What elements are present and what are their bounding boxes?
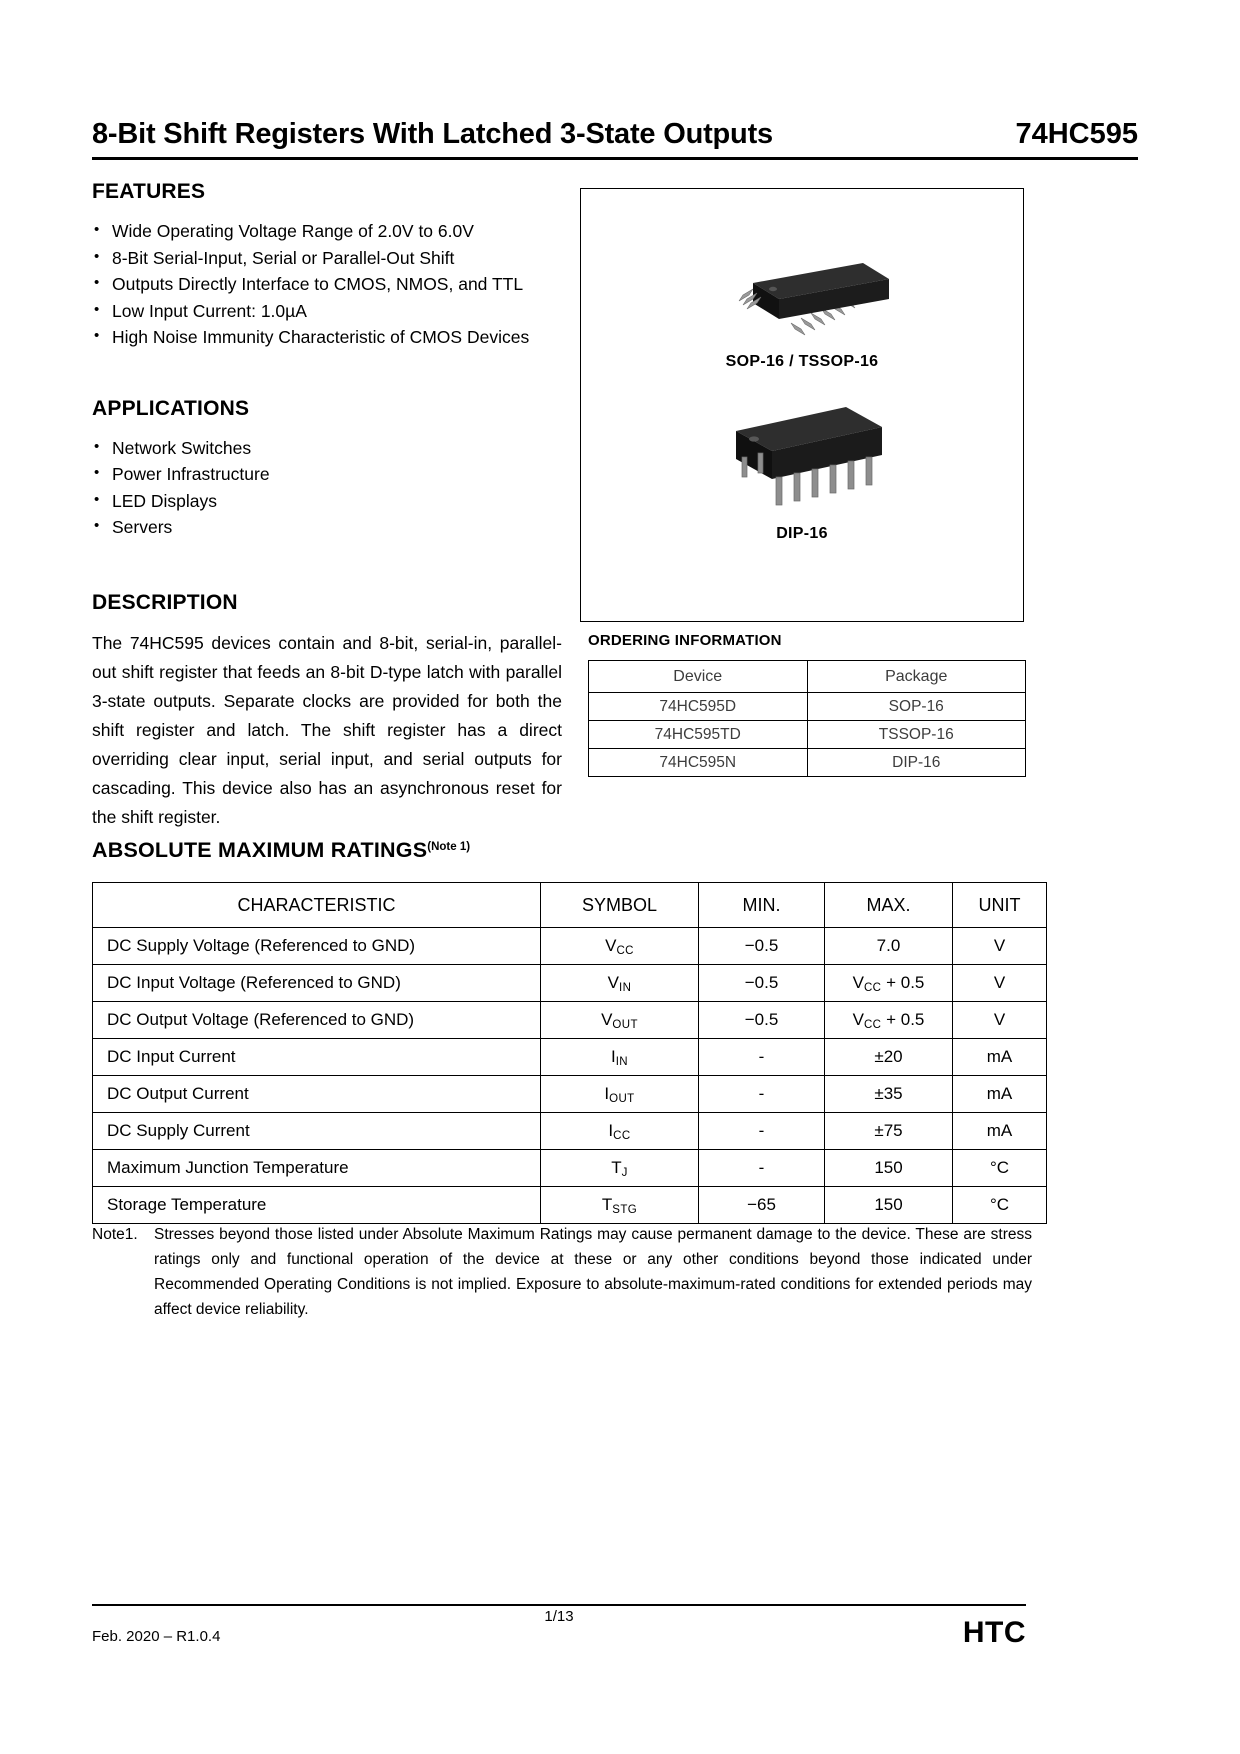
table-row [93,1002,1047,1039]
page-number: 1/13 [544,1608,574,1625]
table-header-row [93,883,1047,928]
cell-max: ±35 [825,1076,953,1113]
cell-max: ±20 [825,1039,953,1076]
cell-min: - [699,1150,825,1187]
cell-characteristic: Maximum Junction Temperature [93,1150,541,1187]
column-header-device: Device [589,661,808,693]
column-header-characteristic: CHARACTERISTIC [93,883,541,928]
amr-heading-text: ABSOLUTE MAXIMUM RATINGS [92,838,428,862]
cell-min: −0.5 [699,965,825,1002]
applications-list [92,435,562,541]
cell-symbol: $I_{OUT}$ [541,1076,699,1113]
dip16-package-image [706,401,906,513]
cell-characteristic: DC Input Voltage (Referenced to GND) [93,965,541,1002]
cell-symbol: $V_{OUT}$ [541,1002,699,1039]
header-divider [92,157,1138,160]
cell-symbol: $V_{CC}$ [541,928,699,965]
list-item: • Power Infrastructure [92,461,562,488]
page-title: 8-Bit Shift Registers With Latched 3-State Outputs [92,118,773,150]
table-row [589,693,1026,721]
features-heading: FEATURES [92,180,206,203]
list-item: • Servers [92,514,562,541]
list-item: • Outputs Directly Interface to CMOS, NMOS, and TTL [92,271,562,298]
cell-max: ±75 [825,1113,953,1150]
cell-device: 74HC595N [589,749,808,777]
cell-characteristic: DC Supply Voltage (Referenced to GND) [93,928,541,965]
table-header-row [589,661,1026,693]
dip-package-label: DIP-16 [776,525,828,542]
cell-unit: °C [953,1150,1047,1187]
cell-max: $V_{CC} + 0.5$ [825,1002,953,1039]
cell-symbol: $I_{CC}$ [541,1113,699,1150]
revision-info: Feb. 2020 – R1.0.4 [92,1628,221,1645]
cell-unit: mA [953,1076,1047,1113]
note-text: Stresses beyond those listed under Absolute Maximum Ratings may cause permanent damage to the device. These are stress ratings only and functional operation of the device at these or any other conditions beyond those indicated under Recommended Operating Conditions is not implied. Exposure to absolute-maximum-rated conditions for extended periods may affect device reliability. [154,1226,1032,1318]
table-row [93,1150,1047,1187]
absolute-maximum-ratings-table [92,882,1047,1224]
list-item: • LED Displays [92,488,562,515]
cell-package: SOP-16 [807,693,1026,721]
cell-max: $V_{CC} + 0.5$ [825,965,953,1002]
cell-device: 74HC595D [589,693,808,721]
column-header-unit: UNIT [953,883,1047,928]
cell-unit: V [953,1002,1047,1039]
company-logo: HTC [962,1616,1026,1649]
cell-min: −65 [699,1187,825,1224]
cell-package: DIP-16 [807,749,1026,777]
list-item: • Wide Operating Voltage Range of 2.0V to 6.0V [92,218,562,245]
column-header-package: Package [807,661,1026,693]
features-list [92,218,562,351]
list-item: • Network Switches [92,435,562,462]
description-heading: DESCRIPTION [92,590,238,614]
note-block [92,1222,1032,1322]
cell-unit: mA [953,1113,1047,1150]
cell-characteristic: Storage Temperature [93,1187,541,1224]
package-illustration-box [580,188,1024,622]
table-row [93,928,1047,965]
page-header [92,118,1138,160]
table-row [93,1187,1047,1224]
cell-min: - [699,1076,825,1113]
footer-divider [92,1604,1026,1606]
table-row [589,721,1026,749]
cell-min: - [699,1039,825,1076]
description-body: The 74HC595 devices contain and 8-bit, serial-in, parallel-out shift register that feeds an 8-bit D-type latch with parallel 3-state outputs. Separate clocks are provided for both the shift register and latch. The shift register has a direct overriding clear input, serial input, and serial outputs for cascading. This device also has an asynchronous reset for the shift register. [92,632,562,827]
cell-characteristic: DC Input Current [93,1039,541,1076]
cell-package: TSSOP-16 [807,721,1026,749]
cell-min: −0.5 [699,928,825,965]
cell-max: 150 [825,1187,953,1224]
sop16-package-image [713,257,893,343]
table-row [93,1076,1047,1113]
cell-unit: °C [953,1187,1047,1224]
table-row [93,1113,1047,1150]
cell-min: −0.5 [699,1002,825,1039]
absolute-maximum-ratings-heading [92,838,470,863]
cell-symbol: $T_J$ [541,1150,699,1187]
cell-symbol: $I_{IN}$ [541,1039,699,1076]
table-row [93,1039,1047,1076]
list-item: • 8-Bit Serial-Input, Serial or Parallel-Out Shift [92,245,562,272]
cell-unit: V [953,965,1047,1002]
cell-unit: mA [953,1039,1047,1076]
table-row [589,749,1026,777]
list-item: • High Noise Immunity Characteristic of CMOS Devices [92,324,562,351]
cell-symbol: $T_{STG}$ [541,1187,699,1224]
column-header-min: MIN. [699,883,825,928]
cell-characteristic: DC Output Voltage (Referenced to GND) [93,1002,541,1039]
part-number: 74HC595 [1015,118,1138,150]
applications-heading: APPLICATIONS [92,396,250,420]
sop-package-label: SOP-16 / TSSOP-16 [725,353,879,370]
list-item: • Low Input Current: 1.0µA [92,298,562,325]
cell-characteristic: DC Supply Current [93,1113,541,1150]
column-header-max: MAX. [825,883,953,928]
page-footer [92,1608,1026,1668]
cell-characteristic: DC Output Current [93,1076,541,1113]
cell-min: - [699,1113,825,1150]
cell-symbol: $V_{IN}$ [541,965,699,1002]
amr-note-reference: (Note 1) [427,841,471,853]
cell-device: 74HC595TD [589,721,808,749]
cell-max: 7.0 [825,928,953,965]
note-label: Note1. [92,1226,138,1243]
cell-unit: V [953,928,1047,965]
cell-max: 150 [825,1150,953,1187]
left-column [92,180,562,832]
table-row [93,965,1047,1002]
ordering-information-title: ORDERING INFORMATION [588,632,782,649]
ordering-information-table [588,660,1026,777]
column-header-symbol: SYMBOL [541,883,699,928]
